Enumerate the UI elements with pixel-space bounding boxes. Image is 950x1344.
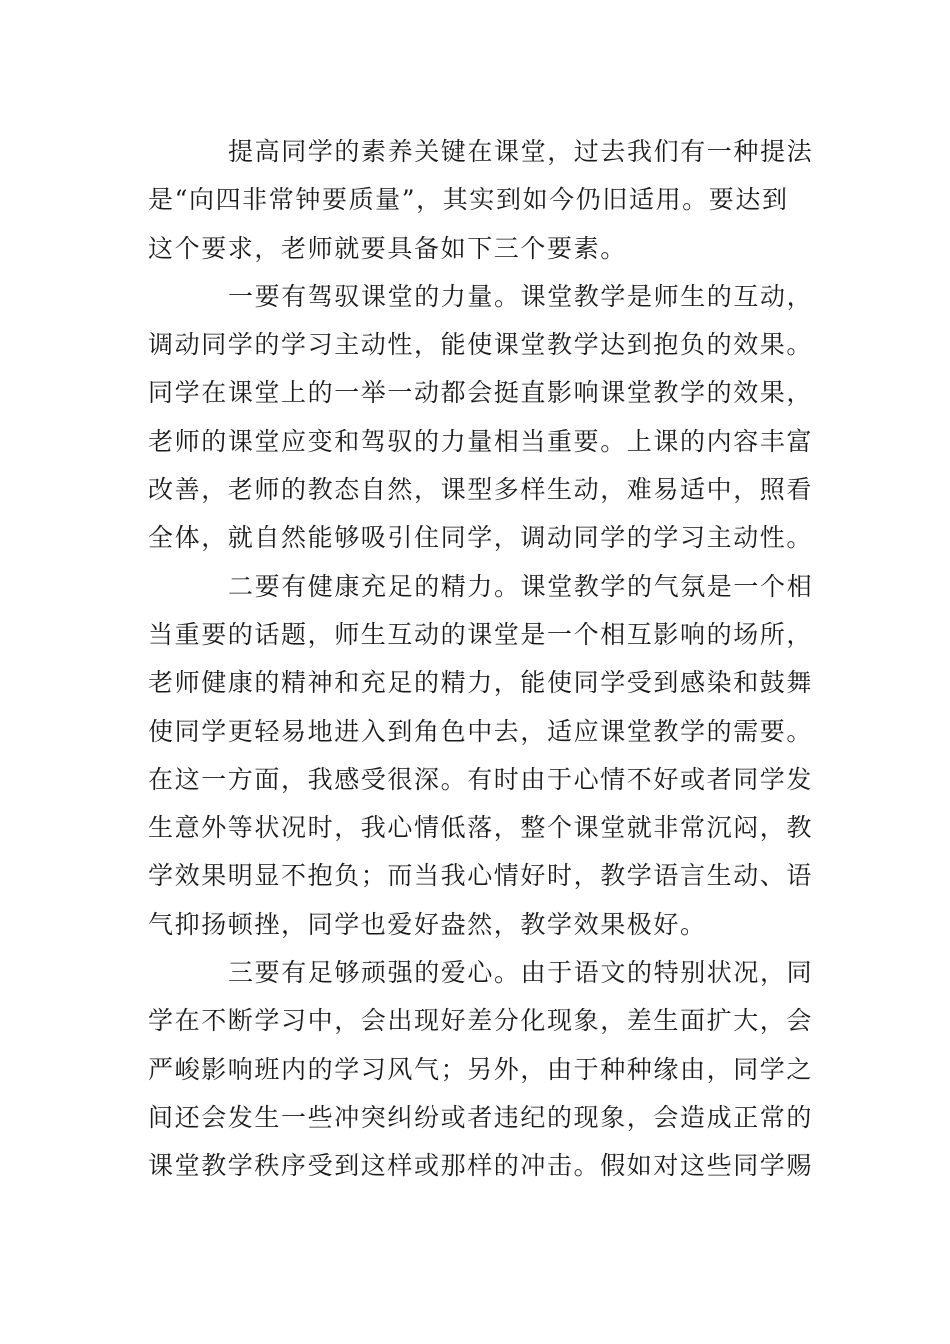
paragraph-2 bbox=[148, 273, 814, 563]
text-line: 使同学更轻易地进入到角色中去，适应课堂教学的需要。 bbox=[148, 716, 814, 746]
text-line: 学效果明显不抱负；而当我心情好时，教学语言生动、语 bbox=[148, 861, 814, 891]
text-line: 老师健康的精神和充足的精力，能使同学受到感染和鼓舞 bbox=[148, 668, 814, 698]
text-line: 全体，就自然能够吸引住同学，调动同学的学习主动性。 bbox=[148, 523, 814, 553]
text-line: 气抑扬顿挫，同学也爱好盎然，教学效果极好。 bbox=[148, 909, 707, 939]
text-line: 严峻影响班内的学习风气；另外，由于种种缘由，同学之 bbox=[148, 1054, 814, 1084]
text-line: 是“向四非常钟要质量”，其实到如今仍旧适用。要达到 bbox=[148, 185, 789, 215]
text-line: 课堂教学秩序受到这样或那样的冲击。假如对这些同学赐 bbox=[148, 1151, 814, 1181]
text-line: 这个要求，老师就要具备如下三个要素。 bbox=[148, 233, 627, 263]
text-line: 调动同学的学习主动性，能使课堂教学达到抱负的效果。 bbox=[148, 330, 814, 360]
document-body bbox=[148, 128, 814, 1191]
text-line: 老师的课堂应变和驾驭的力量相当重要。上课的内容丰富 bbox=[148, 426, 814, 456]
text-line: 二要有健康充足的精力。课堂教学的气氛是一个相 bbox=[228, 571, 814, 601]
text-line: 当重要的话题，师生互动的课堂是一个相互影响的场所， bbox=[148, 619, 814, 649]
text-line: 生意外等状况时，我心情低落，整个课堂就非常沉闷，教 bbox=[148, 813, 814, 843]
text-line: 三要有足够顽强的爱心。由于语文的特别状况，同 bbox=[228, 958, 814, 988]
paragraph-4 bbox=[148, 949, 814, 1190]
text-line: 间还会发生一些冲突纠纷或者违纪的现象，会造成正常的 bbox=[148, 1102, 814, 1132]
text-line: 同学在课堂上的一举一动都会挺直影响课堂教学的效果， bbox=[148, 378, 814, 408]
text-line: 提高同学的素养关键在课堂，过去我们有一种提法 bbox=[228, 137, 814, 166]
text-line: 一要有驾驭课堂的力量。课堂教学是师生的互动， bbox=[228, 281, 814, 311]
text-line: 在这一方面，我感受很深。有时由于心情不好或者同学发 bbox=[148, 764, 814, 794]
paragraph-3 bbox=[148, 563, 814, 949]
text-line: 改善，老师的教态自然，课型多样生动，难易适中，照看 bbox=[148, 475, 814, 505]
text-line: 学在不断学习中，会出现好差分化现象，差生面扩大，会 bbox=[148, 1006, 814, 1036]
paragraph-1 bbox=[148, 128, 814, 273]
